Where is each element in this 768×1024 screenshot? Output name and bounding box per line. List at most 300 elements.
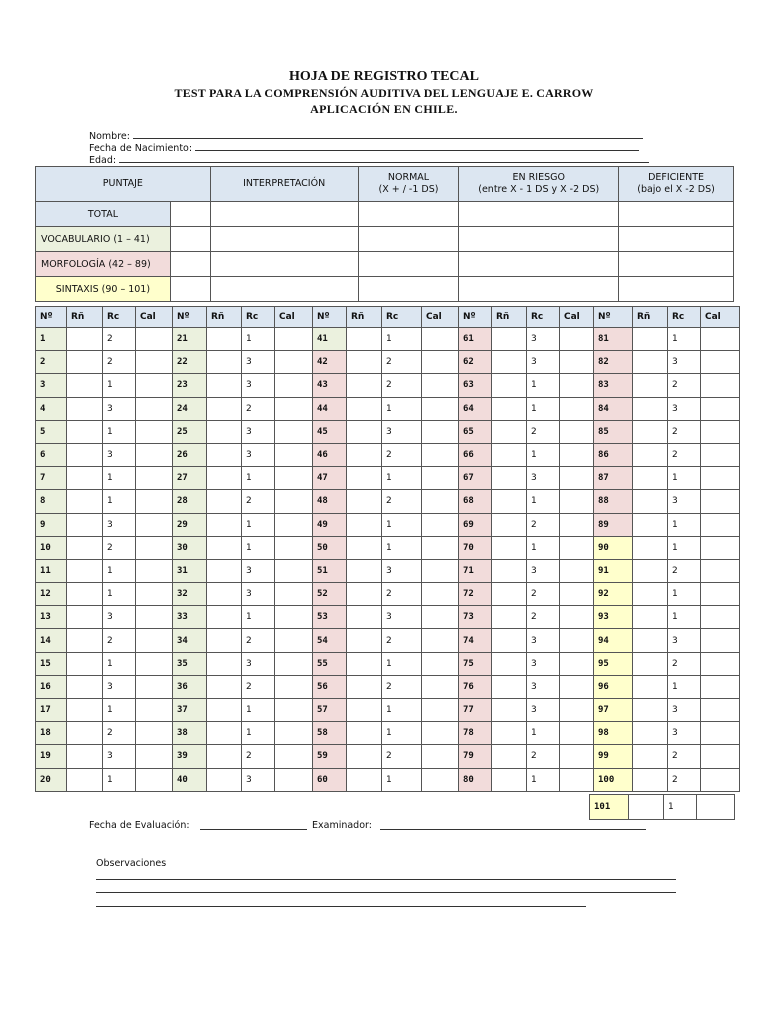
- rn-cell[interactable]: [347, 699, 382, 722]
- rc-cell: 1: [382, 699, 422, 722]
- total-interpretacion-cell[interactable]: [210, 202, 358, 227]
- rn-cell[interactable]: [633, 351, 668, 374]
- cal-cell[interactable]: [701, 699, 740, 722]
- rn-cell[interactable]: [633, 513, 668, 536]
- cal-cell[interactable]: [560, 490, 594, 513]
- rn-cell[interactable]: [67, 443, 103, 466]
- morfologia-riesgo-cell[interactable]: [459, 252, 619, 277]
- rn-cell[interactable]: [492, 374, 527, 397]
- cal-cell[interactable]: [275, 467, 313, 490]
- cal-cell[interactable]: [560, 606, 594, 629]
- item-number: 92: [594, 583, 633, 606]
- rn-cell[interactable]: [347, 768, 382, 791]
- sintaxis-deficiente-cell[interactable]: [619, 277, 734, 302]
- rc-cell: 3: [242, 420, 275, 443]
- cal-cell[interactable]: [560, 722, 594, 745]
- rn-cell[interactable]: [347, 745, 382, 768]
- cal-cell[interactable]: [275, 536, 313, 559]
- cal-cell[interactable]: [560, 699, 594, 722]
- rc-cell: 2: [527, 583, 560, 606]
- rn-cell[interactable]: [633, 397, 668, 420]
- cal-cell[interactable]: [701, 490, 740, 513]
- cal-cell[interactable]: [701, 443, 740, 466]
- cal-cell[interactable]: [275, 675, 313, 698]
- cal-cell[interactable]: [701, 536, 740, 559]
- cal-cell[interactable]: [275, 745, 313, 768]
- item-number: 57: [313, 699, 347, 722]
- rc-cell: 1: [103, 374, 136, 397]
- cal-cell[interactable]: [136, 536, 173, 559]
- rn-cell[interactable]: [207, 536, 242, 559]
- rn-cell[interactable]: [67, 745, 103, 768]
- cal-cell[interactable]: [136, 351, 173, 374]
- cal-cell[interactable]: [136, 583, 173, 606]
- item-number: 84: [594, 397, 633, 420]
- rn-cell[interactable]: [633, 675, 668, 698]
- cal-cell[interactable]: [701, 328, 740, 351]
- rc-cell: 3: [242, 583, 275, 606]
- cal-cell[interactable]: [701, 513, 740, 536]
- cal-cell[interactable]: [422, 652, 459, 675]
- rc-cell: 1: [527, 374, 560, 397]
- cal-cell[interactable]: [275, 397, 313, 420]
- rc-cell: 2: [527, 420, 560, 443]
- rc-cell: 1: [103, 699, 136, 722]
- rc-cell: 1: [527, 722, 560, 745]
- cal-cell[interactable]: [275, 513, 313, 536]
- column-header: Nº: [173, 307, 207, 328]
- rn-cell[interactable]: [207, 328, 242, 351]
- cal-cell[interactable]: [275, 490, 313, 513]
- cal-cell[interactable]: [701, 420, 740, 443]
- rn-cell[interactable]: [492, 513, 527, 536]
- rc-cell: 1: [103, 559, 136, 582]
- cal-cell[interactable]: [701, 768, 740, 791]
- rn-cell[interactable]: [207, 768, 242, 791]
- cal-cell[interactable]: [701, 583, 740, 606]
- rn-cell[interactable]: [633, 768, 668, 791]
- rn-cell[interactable]: [492, 467, 527, 490]
- cal-cell[interactable]: [136, 490, 173, 513]
- cal-cell[interactable]: [560, 629, 594, 652]
- rc-cell: 1: [382, 467, 422, 490]
- cal-cell[interactable]: [701, 652, 740, 675]
- rn-cell[interactable]: [633, 536, 668, 559]
- item-number: 1: [36, 328, 67, 351]
- vocabulario-deficiente-cell[interactable]: [619, 227, 734, 252]
- cal-cell[interactable]: [275, 351, 313, 374]
- rn-cell[interactable]: [492, 420, 527, 443]
- cal-cell[interactable]: [422, 559, 459, 582]
- rn-cell[interactable]: [67, 420, 103, 443]
- rn-cell[interactable]: [207, 443, 242, 466]
- rn-cell[interactable]: [67, 328, 103, 351]
- table-row: [36, 513, 740, 536]
- item-number: 55: [313, 652, 347, 675]
- rn-cell[interactable]: [347, 722, 382, 745]
- cal-cell[interactable]: [701, 351, 740, 374]
- rn-cell[interactable]: [207, 420, 242, 443]
- rn-cell[interactable]: [633, 490, 668, 513]
- rn-cell[interactable]: [67, 513, 103, 536]
- cal-cell[interactable]: [701, 467, 740, 490]
- rn-cell[interactable]: [633, 559, 668, 582]
- examinador-field[interactable]: [380, 829, 646, 830]
- sintaxis-interpretacion-cell[interactable]: [210, 277, 358, 302]
- rn-cell[interactable]: [347, 397, 382, 420]
- rn-cell[interactable]: [67, 675, 103, 698]
- cal-cell[interactable]: [422, 583, 459, 606]
- item-number: 41: [313, 328, 347, 351]
- rn-cell[interactable]: [67, 699, 103, 722]
- rc-cell: 1: [242, 536, 275, 559]
- cal-cell[interactable]: [560, 745, 594, 768]
- cal-cell[interactable]: [275, 583, 313, 606]
- examinador-label: Examinador:: [312, 820, 372, 831]
- rn-cell[interactable]: [633, 652, 668, 675]
- rc-cell: 1: [668, 513, 701, 536]
- cal-cell[interactable]: [560, 374, 594, 397]
- rn-cell[interactable]: [492, 652, 527, 675]
- cal-cell[interactable]: [422, 420, 459, 443]
- cal-cell[interactable]: [275, 652, 313, 675]
- observaciones-line[interactable]: [96, 879, 676, 880]
- rn-cell[interactable]: [633, 420, 668, 443]
- sintaxis-score-cell[interactable]: [170, 277, 210, 302]
- cal-cell[interactable]: [136, 745, 173, 768]
- rc-cell: 3: [527, 559, 560, 582]
- rn-cell[interactable]: [347, 559, 382, 582]
- cal-cell[interactable]: [560, 583, 594, 606]
- item-number: 11: [36, 559, 67, 582]
- rn-cell[interactable]: [492, 768, 527, 791]
- item-number: 18: [36, 722, 67, 745]
- rn-cell[interactable]: [67, 722, 103, 745]
- column-header: Cal: [560, 307, 594, 328]
- rc-cell: 3: [242, 768, 275, 791]
- cal-cell[interactable]: [422, 351, 459, 374]
- item-number: 61: [459, 328, 492, 351]
- morfologia-normal-cell[interactable]: [358, 252, 459, 277]
- rc-cell: 1: [382, 513, 422, 536]
- rn-cell[interactable]: [347, 652, 382, 675]
- rn-cell[interactable]: [633, 722, 668, 745]
- cal-cell[interactable]: [701, 629, 740, 652]
- rn-cell[interactable]: [67, 490, 103, 513]
- morfologia-score-cell[interactable]: [170, 252, 210, 277]
- item-number: 4: [36, 397, 67, 420]
- rn-cell[interactable]: [347, 629, 382, 652]
- nombre-field[interactable]: [133, 129, 643, 139]
- cal-cell[interactable]: [136, 420, 173, 443]
- morfologia-interpretacion-cell[interactable]: [210, 252, 358, 277]
- cal-cell[interactable]: [701, 397, 740, 420]
- vocabulario-normal-cell[interactable]: [358, 227, 459, 252]
- vocabulario-riesgo-cell[interactable]: [459, 227, 619, 252]
- item-number: 89: [594, 513, 633, 536]
- cal-cell[interactable]: [701, 745, 740, 768]
- item-number: 7: [36, 467, 67, 490]
- rn-cell[interactable]: [492, 699, 527, 722]
- cal-cell[interactable]: [697, 795, 735, 820]
- item-number: 68: [459, 490, 492, 513]
- rn-cell[interactable]: [67, 768, 103, 791]
- rn-cell[interactable]: [492, 328, 527, 351]
- cal-cell[interactable]: [560, 420, 594, 443]
- item-number: 33: [173, 606, 207, 629]
- fecha-evaluacion-label: Fecha de Evaluación:: [89, 820, 190, 831]
- total-deficiente-cell[interactable]: [619, 202, 734, 227]
- rn-cell[interactable]: [347, 606, 382, 629]
- cal-cell[interactable]: [275, 328, 313, 351]
- rc-cell: 1: [668, 328, 701, 351]
- rn-cell[interactable]: [207, 374, 242, 397]
- rn-cell[interactable]: [347, 513, 382, 536]
- rc-cell: 1: [668, 536, 701, 559]
- rn-cell[interactable]: [207, 699, 242, 722]
- rc-cell: 1: [668, 675, 701, 698]
- cal-cell[interactable]: [136, 328, 173, 351]
- item-number: 76: [459, 675, 492, 698]
- rc-cell: 2: [527, 513, 560, 536]
- item-number: 25: [173, 420, 207, 443]
- item-number: 24: [173, 397, 207, 420]
- cal-cell[interactable]: [136, 629, 173, 652]
- cal-cell[interactable]: [136, 722, 173, 745]
- rn-cell[interactable]: [347, 583, 382, 606]
- rn-cell[interactable]: [67, 629, 103, 652]
- cal-cell[interactable]: [275, 629, 313, 652]
- cal-cell[interactable]: [275, 768, 313, 791]
- rn-cell[interactable]: [207, 467, 242, 490]
- rn-cell[interactable]: [633, 467, 668, 490]
- rn-cell[interactable]: [207, 583, 242, 606]
- rc-cell: 1: [103, 768, 136, 791]
- cal-cell[interactable]: [136, 675, 173, 698]
- rn-cell[interactable]: [633, 606, 668, 629]
- rn-cell[interactable]: [633, 328, 668, 351]
- cal-cell[interactable]: [560, 652, 594, 675]
- cal-cell[interactable]: [422, 699, 459, 722]
- edad-row: [89, 153, 649, 167]
- item-number: 16: [36, 675, 67, 698]
- rn-cell[interactable]: [67, 397, 103, 420]
- rn-cell[interactable]: [207, 559, 242, 582]
- cal-cell[interactable]: [560, 536, 594, 559]
- total-riesgo-cell[interactable]: [459, 202, 619, 227]
- rn-cell[interactable]: [67, 467, 103, 490]
- rc-cell: 2: [668, 374, 701, 397]
- cal-cell[interactable]: [275, 722, 313, 745]
- rn-cell[interactable]: [633, 745, 668, 768]
- rn-cell[interactable]: [633, 583, 668, 606]
- item-number: 46: [313, 443, 347, 466]
- cal-cell[interactable]: [275, 374, 313, 397]
- rn-cell[interactable]: [492, 559, 527, 582]
- item-number: 21: [173, 328, 207, 351]
- column-header: Nº: [459, 307, 492, 328]
- cal-cell[interactable]: [422, 722, 459, 745]
- cal-cell[interactable]: [422, 675, 459, 698]
- cal-cell[interactable]: [136, 467, 173, 490]
- rn-cell[interactable]: [207, 745, 242, 768]
- rn-cell[interactable]: [207, 351, 242, 374]
- cal-cell[interactable]: [136, 443, 173, 466]
- rn-cell[interactable]: [347, 536, 382, 559]
- rc-cell: 3: [668, 699, 701, 722]
- cal-cell[interactable]: [422, 490, 459, 513]
- fecha-evaluacion-field[interactable]: [200, 829, 307, 830]
- rn-cell[interactable]: [629, 795, 664, 820]
- item-number: 10: [36, 536, 67, 559]
- cal-cell[interactable]: [136, 699, 173, 722]
- rn-cell[interactable]: [207, 722, 242, 745]
- sintaxis-riesgo-cell[interactable]: [459, 277, 619, 302]
- cal-cell[interactable]: [422, 467, 459, 490]
- cal-cell[interactable]: [560, 513, 594, 536]
- rc-cell: 1: [527, 443, 560, 466]
- rc-cell: 1: [382, 397, 422, 420]
- cal-cell[interactable]: [136, 652, 173, 675]
- cal-cell[interactable]: [422, 328, 459, 351]
- cal-cell[interactable]: [701, 606, 740, 629]
- rn-cell[interactable]: [347, 420, 382, 443]
- rn-cell[interactable]: [633, 443, 668, 466]
- cal-cell[interactable]: [422, 606, 459, 629]
- rc-cell: 1: [242, 513, 275, 536]
- rn-cell[interactable]: [492, 536, 527, 559]
- rn-cell[interactable]: [67, 559, 103, 582]
- observaciones-label: Observaciones: [96, 858, 167, 869]
- rn-cell[interactable]: [347, 467, 382, 490]
- rn-cell[interactable]: [67, 536, 103, 559]
- rn-cell[interactable]: [207, 513, 242, 536]
- rn-cell[interactable]: [492, 745, 527, 768]
- rc-cell: 2: [103, 722, 136, 745]
- cal-cell[interactable]: [275, 443, 313, 466]
- rn-cell[interactable]: [207, 675, 242, 698]
- cal-cell[interactable]: [422, 374, 459, 397]
- cal-cell[interactable]: [136, 397, 173, 420]
- rn-cell[interactable]: [207, 629, 242, 652]
- cal-cell[interactable]: [560, 351, 594, 374]
- rn-cell[interactable]: [207, 606, 242, 629]
- rn-cell[interactable]: [492, 629, 527, 652]
- rn-cell[interactable]: [492, 397, 527, 420]
- total-normal-cell[interactable]: [358, 202, 459, 227]
- rc-cell: 2: [668, 443, 701, 466]
- item-number: 48: [313, 490, 347, 513]
- cal-cell[interactable]: [422, 768, 459, 791]
- vocabulario-score-cell[interactable]: [170, 227, 210, 252]
- cal-cell[interactable]: [422, 443, 459, 466]
- cal-cell[interactable]: [560, 397, 594, 420]
- fecha-nacimiento-field[interactable]: [195, 141, 639, 151]
- rn-cell[interactable]: [492, 351, 527, 374]
- rn-cell[interactable]: [67, 652, 103, 675]
- cal-cell[interactable]: [275, 420, 313, 443]
- rn-cell[interactable]: [492, 675, 527, 698]
- rn-cell[interactable]: [492, 443, 527, 466]
- rn-cell[interactable]: [347, 443, 382, 466]
- rc-cell: 3: [382, 420, 422, 443]
- rn-cell[interactable]: [492, 722, 527, 745]
- item-number: 49: [313, 513, 347, 536]
- item-number: 13: [36, 606, 67, 629]
- cal-cell[interactable]: [422, 513, 459, 536]
- cal-cell[interactable]: [422, 629, 459, 652]
- morfologia-deficiente-cell[interactable]: [619, 252, 734, 277]
- cal-cell[interactable]: [701, 675, 740, 698]
- cal-cell[interactable]: [701, 559, 740, 582]
- cal-cell[interactable]: [275, 559, 313, 582]
- rn-cell[interactable]: [67, 606, 103, 629]
- observaciones-line[interactable]: [96, 906, 586, 907]
- rn-cell[interactable]: [67, 351, 103, 374]
- rc-cell: 3: [103, 745, 136, 768]
- cal-cell[interactable]: [701, 722, 740, 745]
- total-score-cell[interactable]: [170, 202, 210, 227]
- cal-cell[interactable]: [560, 675, 594, 698]
- cal-cell[interactable]: [136, 559, 173, 582]
- table-row: [36, 606, 740, 629]
- cal-cell[interactable]: [275, 699, 313, 722]
- item-number: 31: [173, 559, 207, 582]
- cal-cell[interactable]: [136, 513, 173, 536]
- rn-cell[interactable]: [67, 583, 103, 606]
- rn-cell[interactable]: [347, 374, 382, 397]
- observaciones-line[interactable]: [96, 892, 676, 893]
- cal-cell[interactable]: [136, 606, 173, 629]
- rn-cell[interactable]: [633, 699, 668, 722]
- cal-cell[interactable]: [422, 745, 459, 768]
- rn-cell[interactable]: [633, 629, 668, 652]
- rc-cell: 2: [382, 675, 422, 698]
- cal-cell[interactable]: [560, 467, 594, 490]
- rn-cell[interactable]: [347, 675, 382, 698]
- cal-cell[interactable]: [560, 559, 594, 582]
- cal-cell[interactable]: [701, 374, 740, 397]
- rn-cell[interactable]: [207, 652, 242, 675]
- rn-cell[interactable]: [492, 490, 527, 513]
- rn-cell[interactable]: [492, 583, 527, 606]
- table-row: [36, 675, 740, 698]
- column-header: Rc: [382, 307, 422, 328]
- rn-cell[interactable]: [633, 374, 668, 397]
- cal-cell[interactable]: [136, 374, 173, 397]
- sintaxis-normal-cell[interactable]: [358, 277, 459, 302]
- vocabulario-interpretacion-cell[interactable]: [210, 227, 358, 252]
- rc-cell: 2: [242, 629, 275, 652]
- cal-cell[interactable]: [560, 328, 594, 351]
- cal-cell[interactable]: [422, 536, 459, 559]
- rn-cell[interactable]: [347, 490, 382, 513]
- cal-cell[interactable]: [560, 768, 594, 791]
- rn-cell[interactable]: [347, 351, 382, 374]
- edad-field[interactable]: [119, 153, 649, 163]
- cal-cell[interactable]: [275, 606, 313, 629]
- rn-cell[interactable]: [492, 606, 527, 629]
- rn-cell[interactable]: [67, 374, 103, 397]
- rn-cell[interactable]: [207, 397, 242, 420]
- item-number: 23: [173, 374, 207, 397]
- cal-cell[interactable]: [136, 768, 173, 791]
- rn-cell[interactable]: [207, 490, 242, 513]
- cal-cell[interactable]: [422, 397, 459, 420]
- rc-cell: 2: [242, 745, 275, 768]
- rn-cell[interactable]: [347, 328, 382, 351]
- cal-cell[interactable]: [560, 443, 594, 466]
